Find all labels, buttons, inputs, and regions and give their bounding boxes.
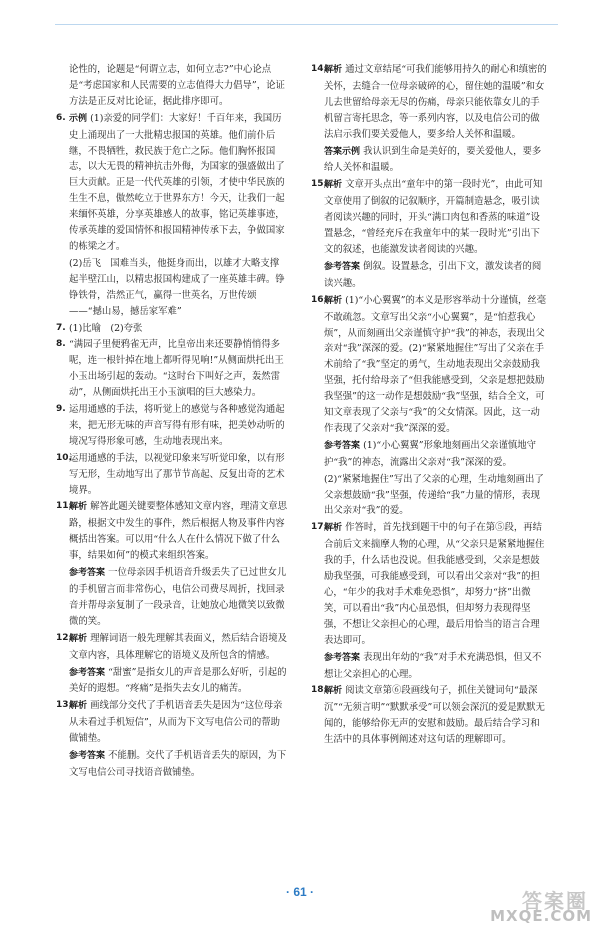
- answer-text: (1)“小心翼翼”的本义是形容举动十分谨慎，丝毫不敢疏忽。文章写出父亲“小心翼翼”，是“怕惹我心烦”，从而刻画出父亲谨慎守护“我”的神态，表现出父亲对“我”深深的爱。(2)“紧紧地握住”写出了父亲在手术前给了“我”坚定的勇气，生动地表现出父亲鼓励我坚强，托付给母亲了“但我能感受到，父亲是想把鼓励我坚强”的这一动作是想鼓励“我”坚强，结合全文，可知文章表现了父亲与“我”的父女情深。因此，这一动作表现了父亲对“我”深深的爱。: [324, 294, 547, 434]
- question-number: 10.: [56, 452, 72, 463]
- answer-item: [56, 748, 288, 781]
- question-number: 6.: [56, 112, 66, 123]
- answer-tag: 参考答案: [324, 440, 364, 451]
- answer-item: [56, 321, 288, 337]
- answer-tag: 解析: [69, 701, 91, 712]
- answer-tag: 答案示例: [324, 146, 364, 157]
- answer-item: [311, 259, 547, 292]
- answer-text: 倒叙。设置悬念，引出下文，激发读者的阅读兴趣。: [324, 260, 542, 289]
- answer-item: [311, 293, 547, 437]
- answer-text: (1)比喻 (2)夸张: [69, 322, 143, 334]
- answer-text: “满园子里便鸦雀无声，比皇帝出来还要静悄悄得多呢，连一根针掉在地上都听得见响!”从侧面烘托出王小玉出场引起的轰动。“这时台下叫好之声，轰然雷动”，从侧面烘托出王小玉演唱的巨大感染力。: [69, 339, 284, 399]
- question-number: 13.: [56, 700, 72, 711]
- watermark-logo: [490, 885, 592, 925]
- answer-item: [311, 472, 547, 520]
- answer-item: [56, 111, 288, 255]
- page-number: · 61 ·: [285, 885, 314, 899]
- answer-text: 不能删。交代了手机语音丢失的原因，为下文写电信公司寻找语音做铺垫。: [69, 750, 287, 778]
- answer-tag: 解析: [324, 65, 346, 75]
- answer-item: [56, 451, 288, 499]
- answer-tag: 示例: [69, 113, 91, 124]
- answer-text: 论性的，论题是“何谓立志，如何立志?”中心论点是“考虑国家和人民需要的立志值得大力倡导”，论证方法是正反对比论证，据此排序即可。: [69, 64, 285, 107]
- answer-text: (2)“紧紧地握住”写出了父亲的心理，生动地刻画出了父亲想鼓励“我”坚强，传递给“我”力量的情形，表现出父亲对“我”的爱。: [324, 473, 544, 517]
- answer-text: 运用通感的手法，以视觉印象来写听觉印象，以有形写无形，生动地写出了那节节高起、反复出奇的艺术境界。: [69, 452, 285, 496]
- answer-item: [311, 62, 547, 143]
- answer-item: [56, 337, 288, 401]
- header-rule: [55, 24, 558, 25]
- answer-text: 运用通感的手法，将听觉上的感觉与各种感觉沟通起来，把无形无味的声音写得有形有味，把美妙动听的境况写得形象可感，生动地表现出来。: [69, 404, 285, 447]
- question-number: 12.: [56, 632, 72, 643]
- answer-text: 解答此题关键要整体感知文章内容，理清文章思路，根据文中发生的事件，然后根据人物及事件内容概括出答案。可以用“什么人在什么情况下做了什么事，结果如何”的模式来组织答案。: [69, 501, 288, 562]
- watermark-site: MXQE.COM: [490, 907, 592, 925]
- answer-tag: 解析: [69, 502, 91, 513]
- answer-tag: 参考答案: [324, 652, 364, 663]
- answer-text: 阅读文章第⑥段画线句子，抓住关键词句“最深沉”“无须言明”“默默承受”可以领会深沉的爱是默默无闻的，能够给你无声的安慰和鼓励。最后结合学习和生活中的具体事例阐述对这句话的理解即可。: [324, 685, 545, 746]
- answer-tag: 参考答案: [324, 261, 364, 272]
- answer-item: [56, 402, 288, 450]
- answer-item: [311, 438, 547, 471]
- answer-text: 作答时，首先找到题干中的句子在第⑤段，再结合前后文来揣摩人物的心理，从“父亲只是紧紧地握住我的手，什么话也没说。但我能感受到，父亲是想鼓励我坚强，可我能感受到，可以看出父亲对“我”的担心，“年少的我对手术难免恐惧”，却努力“挤”出微笑，可以看出“我”内心虽恐惧，但却努力表现得坚强，不想让父亲担心的心理，最后用恰当的语言合理表达即可。: [324, 522, 545, 646]
- answer-item: [56, 665, 288, 698]
- answer-item: [56, 631, 288, 664]
- answer-item: [311, 144, 547, 177]
- answer-text: 文章开头点出“童年中的第一段时光”，由此可知文章使用了倒叙的记叙顺序，开篇制造悬念，吸引读者阅读兴趣的同时，开头“满口肉包和香蒸的味道”设置悬念，“曾经充斥在我童年中的某一段时光”引出下文的叙述，也能激发读者阅读的兴趣。: [324, 179, 543, 255]
- question-number: 11.: [56, 501, 72, 512]
- answer-item: [56, 62, 288, 110]
- answer-tag: 解析: [324, 180, 346, 191]
- answer-text: “甜蜜”是指女儿的声音是那么好听，引起的美好的遐想。“疼痛”是指失去女儿的痛苦。: [69, 666, 287, 695]
- answer-text: (1)亲爱的同学们：大家好！千百年来，我国历史上涌现出了一大批精忠报国的英雄。他们前仆后继，不畏牺牲，救民族于危亡之际。他们胸怀报国志，以大无畏的精神抗击外侮，为国家的强盛做出了巨大贡献。正是一代代英雄的引领，才使中华民族的生生不息，傲然屹立于世界东方！今天，让我们一起来缅怀英雄，分享英雄感人的故事，铭记英雄事迹，传承英雄的爱国情怀和报国精神传承下去，争做国家的栋梁之才。: [69, 112, 285, 252]
- question-number: 14.: [311, 64, 327, 74]
- question-number: 16.: [311, 294, 327, 305]
- question-number: 18.: [311, 685, 327, 696]
- answer-text: 一位母亲因手机语音升级丢失了已过世女儿的手机留言而非常伤心，电信公司费尽周折，找回录音并帮母亲复制了一段录音，让她放心地微笑以致微微的笑。: [69, 567, 287, 627]
- question-number: 15.: [311, 179, 327, 190]
- question-number: 8.: [56, 339, 66, 350]
- answer-item: [56, 256, 288, 320]
- answer-text: 理解词语一般先理解其表面义，然后结合语境及文章内容，具体理解它的语境义及所包含的情感。: [69, 632, 288, 661]
- answer-text: 画线部分交代了手机语音丢失是因为“这位母亲从未看过手机短信”，从而为下文写电信公司的帮助做铺垫。: [69, 700, 283, 745]
- answer-tag: 参考答案: [69, 667, 109, 678]
- answer-text: (1)“小心翼翼”形象地刻画出父亲谨慎地守护“我”的神态，流露出父亲对“我”深深的爱。: [324, 439, 537, 468]
- right-column: [311, 62, 547, 749]
- question-number: 9.: [56, 404, 66, 415]
- answer-tag: 参考答案: [69, 568, 109, 579]
- answer-item: [311, 177, 547, 258]
- question-number: 17.: [311, 522, 327, 533]
- answer-text: 通过文章结尾“可我们能够用持久的耐心和缜密的关怀，去缝合一位母亲破碎的心，留住她的温暖”和女儿去世留给母亲无尽的伤痛，母亲只能依靠女儿的手机留言寄托思念，等一系列内容，以及电信公司的做法启示我们要关爱他人，要多给人关怀和温暖。: [324, 64, 547, 140]
- answer-text: (2)岳飞 国难当头，他挺身而出，以雄才大略支撑起半壁江山，以精忠报国构建成了一座英雄丰碑。铮铮铁骨，浩然正气，赢得一世英名，万世传颂——“撼山易，撼岳家军难”: [69, 257, 285, 317]
- answer-tag: 解析: [324, 295, 346, 306]
- left-column: [56, 62, 288, 782]
- answer-item: [311, 520, 547, 648]
- answer-item: [56, 698, 288, 747]
- answer-item: [311, 683, 547, 748]
- answer-item: [56, 565, 288, 630]
- answer-tag: 解析: [324, 523, 346, 534]
- answer-item: [56, 499, 288, 564]
- answer-tag: 解析: [324, 686, 346, 697]
- watermark-logo-mark: 答案圈: [522, 889, 588, 913]
- answer-text: 我认识到生命是美好的，要关爱他人，要多给人关怀和温暖。: [324, 145, 542, 174]
- answer-text: 表现出年幼的“我”对手术充满恐惧，但又不想让父亲担心的心理。: [324, 651, 542, 680]
- answer-tag: 参考答案: [69, 751, 109, 762]
- answer-tag: 解析: [69, 633, 91, 644]
- answer-item: [311, 650, 547, 683]
- question-number: 7.: [56, 322, 66, 333]
